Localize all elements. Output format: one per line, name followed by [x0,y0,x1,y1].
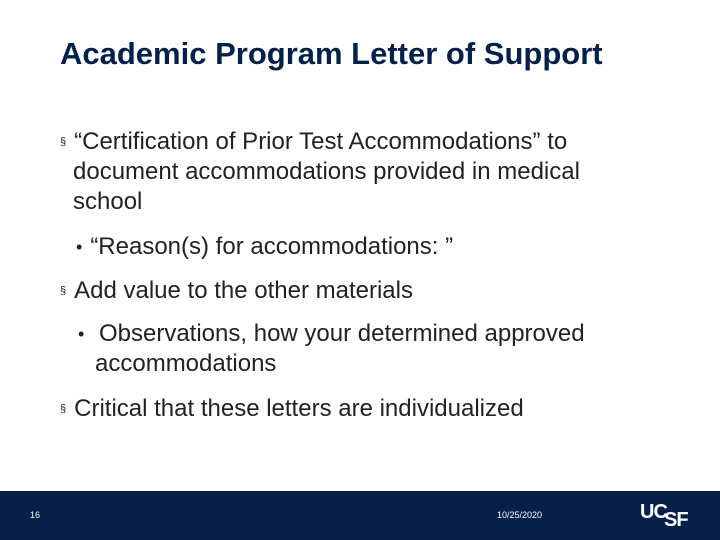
sub-bullet-item-observations [78,319,688,379]
bullet-item-individualized [60,394,680,424]
round-bullet-icon: • [78,324,85,344]
logo-text-uc: UC [640,501,667,523]
bullet-text-line: Observations, how your determined approved [92,320,585,347]
bullet-text-line: Add value to the other materials [74,277,413,304]
slide-title: Academic Program Letter of Support [60,36,603,71]
square-bullet-icon: § [60,136,67,148]
bullet-text-line: document accommodations provided in medical [73,158,580,185]
bullet-text-line: “Reason(s) for accommodations: ” [90,233,454,260]
square-bullet-icon: § [60,285,67,297]
bullet-text-line: accommodations [95,350,277,377]
square-bullet-icon: § [60,403,67,415]
sub-bullet-item-reasons [76,232,676,262]
bullet-item-add-value [60,276,680,306]
logo-text-sf: SF [664,509,688,531]
ucsf-logo [640,501,692,531]
bullet-text-line: “Certification of Prior Test Accommodations” to [74,128,568,155]
bullet-text-line: school [73,188,143,215]
footer-bar [0,491,720,540]
round-bullet-icon: • [76,237,83,257]
bullet-item-certification [60,127,680,217]
bullet-text-line: Critical that these letters are individualized [74,395,524,422]
footer-date: 10/25/2020 [497,510,543,520]
slide-number: 16 [30,510,41,520]
